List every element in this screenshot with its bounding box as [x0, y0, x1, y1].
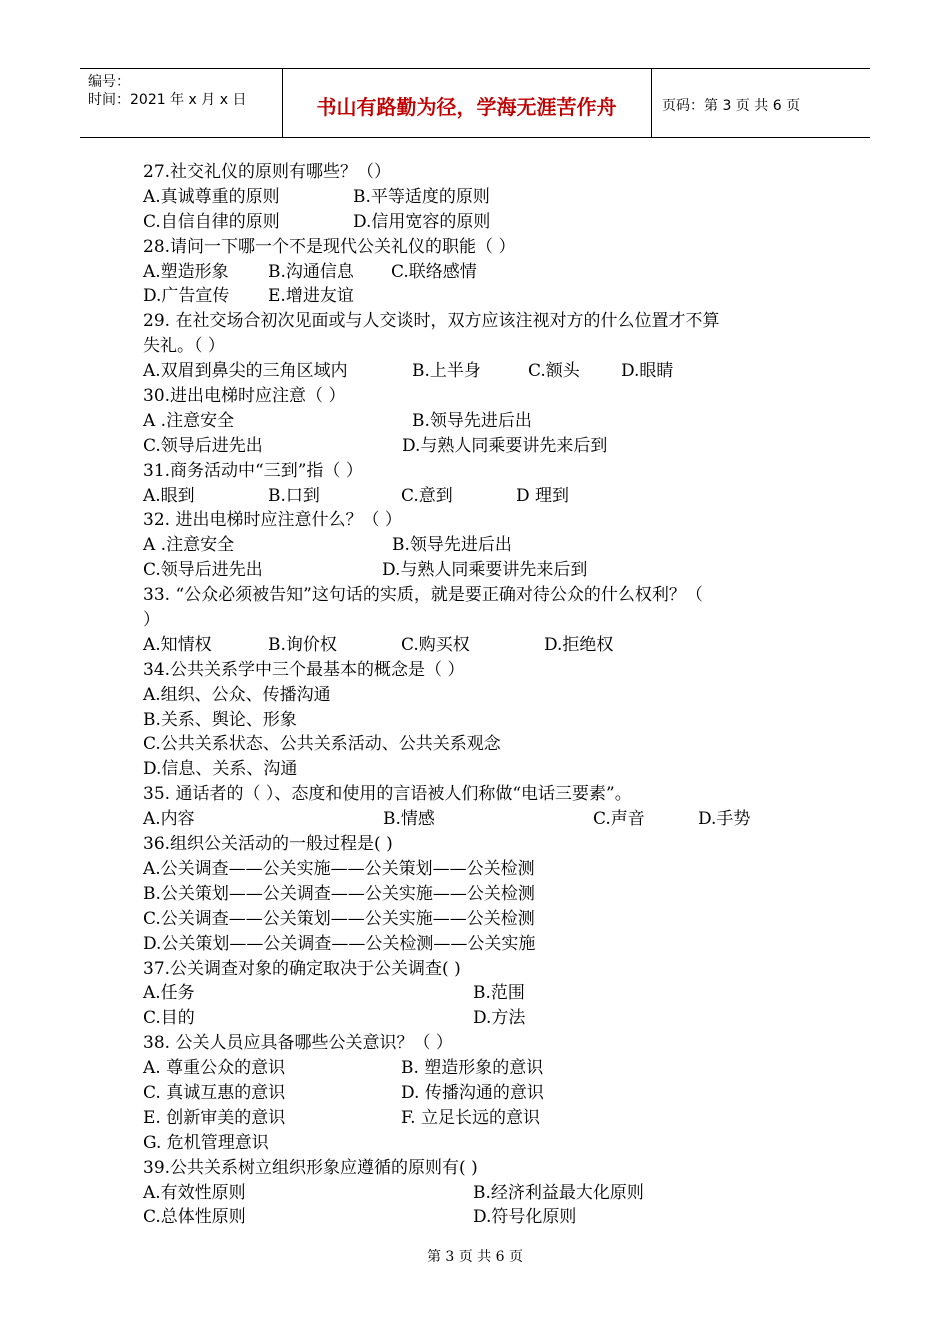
option-text: A.知情权: [143, 634, 212, 655]
option-text: A .注意安全: [143, 535, 235, 556]
line-text: 35. 通话者的（ ）、态度和使用的言语被人们称做“电话三要素”。: [143, 784, 632, 805]
line-text: 32. 进出电梯时应注意什么？（ ）: [143, 510, 402, 531]
text-line: [143, 1056, 823, 1081]
text-line: [143, 185, 823, 210]
text-line: [143, 1031, 823, 1056]
option-text: C.领导后进先出: [143, 560, 263, 581]
option-text: C. 真诚互惠的意识: [143, 1082, 286, 1103]
option-text: B.领导先进后出: [392, 535, 512, 556]
option-text: C.意到: [401, 485, 453, 506]
text-line: [143, 1205, 823, 1230]
line-text: D.信息、关系、沟通: [143, 759, 298, 780]
line-text: G. 危机管理意识: [143, 1132, 269, 1153]
text-line: [143, 359, 823, 384]
option-text: B.情感: [383, 809, 435, 830]
text-line: [143, 1081, 823, 1106]
text-line: [143, 932, 823, 957]
text-line: [143, 284, 823, 309]
option-text: C.领导后进先出: [143, 435, 263, 456]
option-text: C.额头: [528, 361, 580, 382]
page-header: [80, 68, 870, 138]
line-text: 失礼。（ ）: [143, 336, 225, 357]
text-line: [143, 633, 823, 658]
text-line: [143, 857, 823, 882]
text-line: [143, 757, 823, 782]
option-text: C.购买权: [401, 634, 470, 655]
option-text: C.自信自律的原则: [143, 211, 280, 232]
option-text: D.拒绝权: [544, 634, 614, 655]
text-line: [143, 260, 823, 285]
option-text: A.有效性原则: [143, 1182, 246, 1203]
option-text: A. 尊重公众的意识: [143, 1058, 286, 1079]
line-text: 30.进出电梯时应注意（ ）: [143, 386, 346, 407]
header-meta-cell: [80, 69, 283, 137]
option-text: A .注意安全: [143, 410, 235, 431]
serial-label: 编号：: [88, 74, 130, 90]
text-line: [143, 608, 823, 633]
line-text: 37.公关调查对象的确定取决于公关调查( ): [143, 958, 461, 979]
text-line: [143, 683, 823, 708]
text-line: [143, 508, 823, 533]
option-text: B.口到: [268, 485, 320, 506]
option-text: E.增进友谊: [268, 286, 354, 307]
text-line: [143, 334, 823, 359]
text-line: [143, 981, 823, 1006]
line-text: A.公关调查——公关实施——公关策划——公关检测: [143, 858, 535, 879]
option-text: D.与熟人同乘要讲先来后到: [402, 435, 608, 456]
line-text: 27.社交礼仪的原则有哪些？（）: [143, 162, 392, 182]
option-text: A.真诚尊重的原则: [143, 186, 280, 207]
option-text: A.眼到: [143, 485, 195, 506]
option-text: D.手势: [698, 809, 751, 830]
text-line: [143, 1156, 823, 1181]
page-footer: 第 3 页 共 6 页: [426, 1249, 524, 1265]
text-line: [143, 160, 823, 185]
option-text: D.信用宽容的原则: [353, 211, 491, 232]
text-line: [143, 210, 823, 235]
option-text: C.联络感情: [391, 261, 477, 282]
text-line: [143, 907, 823, 932]
text-line: [143, 484, 823, 509]
option-text: D.方法: [473, 1008, 526, 1029]
line-text: C.公关调查——公关策划——公关实施——公关检测: [143, 908, 535, 929]
line-text: 34.公共关系学中三个最基本的概念是（ ）: [143, 659, 465, 680]
option-text: A.塑造形象: [143, 261, 229, 282]
option-text: B.上半身: [412, 361, 481, 382]
text-line: [143, 434, 823, 459]
text-line: [143, 1181, 823, 1206]
line-text: B.公关策划——公关调查——公关实施——公关检测: [143, 883, 535, 904]
question-list: [143, 160, 823, 1230]
option-text: B.范围: [473, 983, 525, 1004]
text-line: [143, 409, 823, 434]
line-text: B.关系、舆论、形象: [143, 709, 297, 730]
option-text: D.眼睛: [621, 361, 674, 382]
option-text: B.沟通信息: [268, 261, 354, 282]
option-text: C.总体性原则: [143, 1207, 246, 1228]
line-text: C.公共关系状态、公共关系活动、公共关系观念: [143, 734, 501, 755]
line-text: ）: [143, 610, 160, 631]
text-line: [143, 658, 823, 683]
text-line: [143, 583, 823, 608]
text-line: [143, 832, 823, 857]
line-text: 29. 在社交场合初次见面或与人交谈时，双方应该注视对方的什么位置才不算: [143, 311, 720, 332]
text-line: [143, 309, 823, 334]
option-text: D 理到: [516, 485, 570, 506]
line-text: 33. “公众必须被告知”这句话的实质，就是要正确对待公众的什么权利？（: [143, 585, 703, 606]
option-text: C.目的: [143, 1008, 195, 1029]
line-text: 38. 公关人员应具备哪些公关意识？（ ）: [143, 1033, 453, 1054]
line-text: 39.公共关系树立组织形象应遵循的原则有( ): [143, 1157, 478, 1178]
text-line: [143, 384, 823, 409]
text-line: [143, 1006, 823, 1031]
text-line: [143, 533, 823, 558]
option-text: C.声音: [593, 809, 645, 830]
option-text: B.平等适度的原则: [353, 186, 490, 207]
option-text: D.与熟人同乘要讲先来后到: [382, 560, 588, 581]
option-text: E. 创新审美的意识: [143, 1107, 286, 1128]
text-line: [143, 732, 823, 757]
option-text: B.经济利益最大化原则: [473, 1182, 644, 1203]
line-text: 31.商务活动中“三到”指（ ）: [143, 460, 363, 481]
option-text: B. 塑造形象的意识: [401, 1058, 544, 1079]
text-line: [143, 782, 823, 807]
text-line: [143, 807, 823, 832]
option-text: D.符号化原则: [473, 1207, 577, 1228]
header-page-info: 页码：第 3 页 共 6 页: [662, 98, 801, 114]
text-line: [143, 235, 823, 260]
option-text: D. 传播沟通的意识: [401, 1082, 544, 1103]
text-line: [143, 708, 823, 733]
option-text: A.任务: [143, 983, 195, 1004]
option-text: F. 立足长远的意识: [401, 1107, 540, 1128]
text-line: [143, 459, 823, 484]
option-text: B.询价权: [268, 634, 337, 655]
text-line: [143, 558, 823, 583]
option-text: B.领导先进后出: [412, 410, 532, 431]
line-text: 28.请问一下哪一个不是现代公关礼仪的职能（ ）: [143, 236, 516, 257]
line-text: D.公关策划——公关调查——公关检测——公关实施: [143, 933, 536, 954]
text-line: [143, 1106, 823, 1131]
text-line: [143, 882, 823, 907]
header-motto: 书山有路勤为径，学海无涯苦作舟: [282, 69, 652, 137]
line-text: A.组织、公众、传播沟通: [143, 684, 331, 705]
line-text: 36.组织公关活动的一般过程是( ): [143, 834, 393, 855]
text-line: [143, 1131, 823, 1156]
option-text: A.双眉到鼻尖的三角区域内: [143, 361, 348, 382]
option-text: D.广告宣传: [143, 286, 230, 307]
option-text: A.内容: [143, 809, 195, 830]
text-line: [143, 957, 823, 982]
date-line: 时间：2021 年 x 月 x 日: [88, 92, 247, 108]
